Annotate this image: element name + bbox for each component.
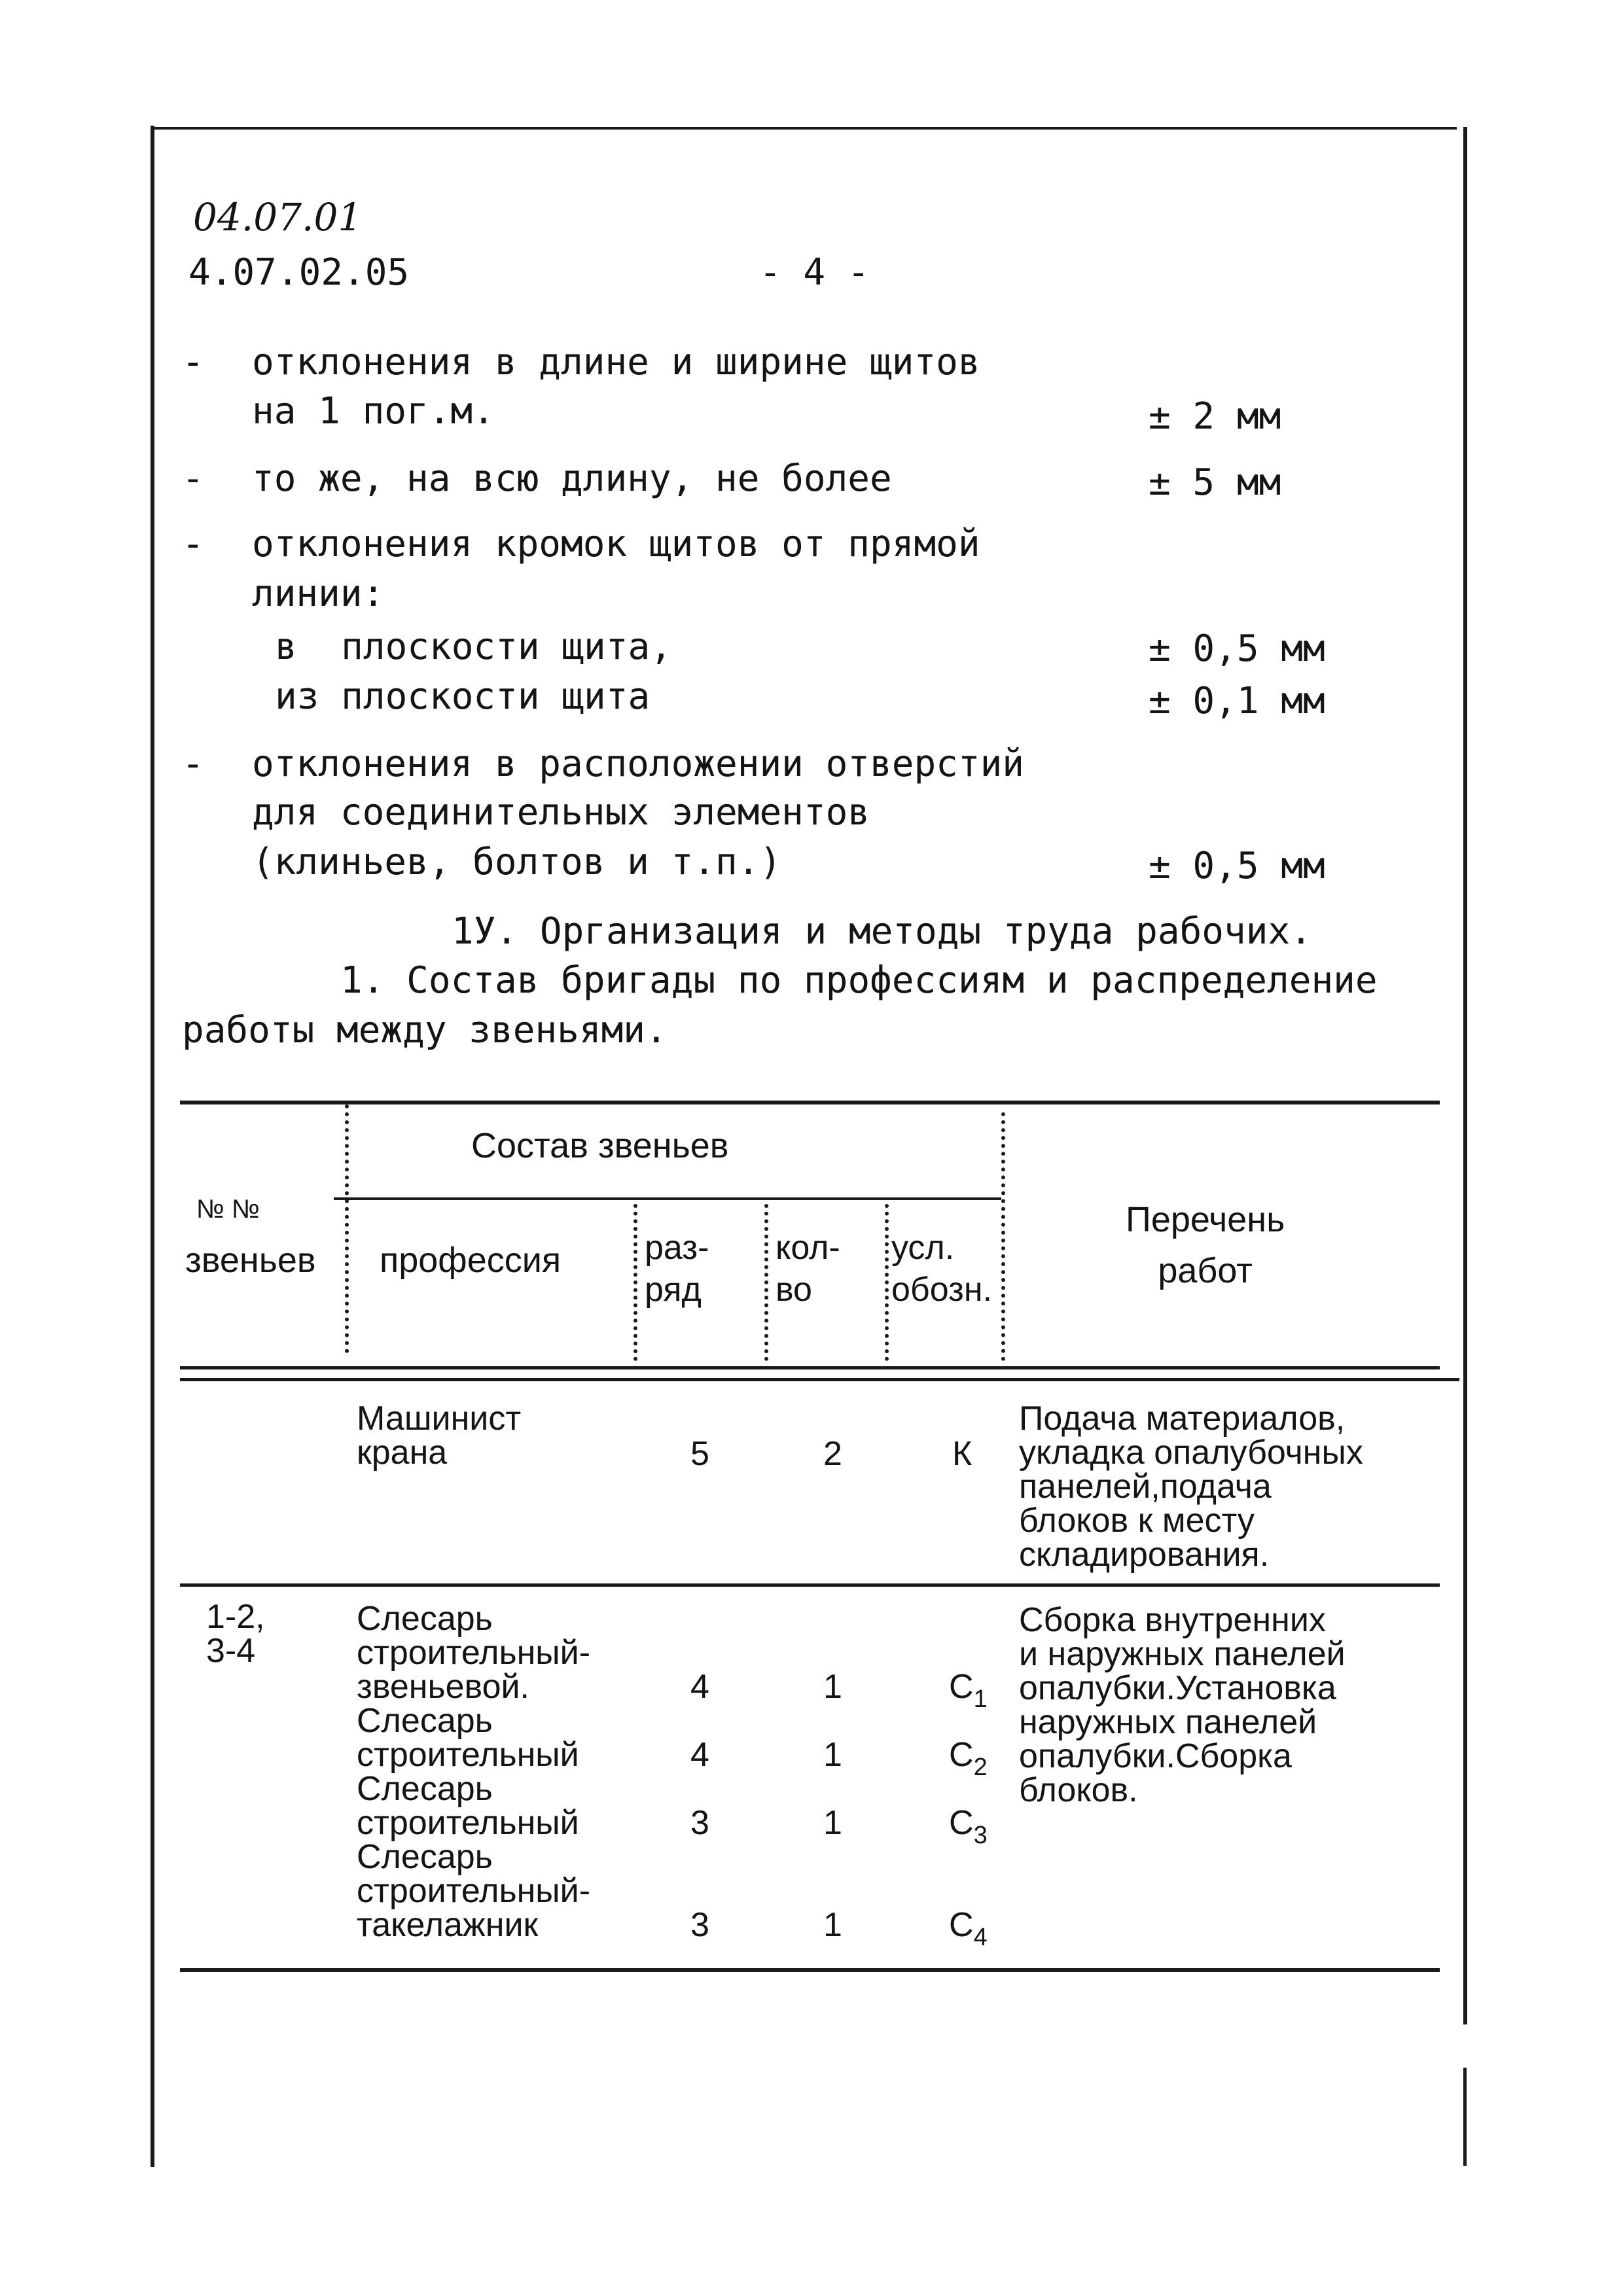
symbol-index: 1 — [973, 1686, 988, 1713]
table-top-rule — [180, 1101, 1440, 1104]
header-grade: раз- ряд — [645, 1229, 709, 1309]
table-bottom-rule — [180, 1968, 1440, 1972]
tolerance-value: ± 0,1 мм — [1149, 680, 1325, 722]
cell-profession: Слесарь строительный- такелажник — [357, 1838, 591, 1944]
tolerance-value: ± 0,5 мм — [1149, 627, 1325, 670]
cell-profession: Слесарь строительный — [357, 1770, 579, 1842]
header-symbol: усл. обозн. — [891, 1229, 993, 1309]
cell-symbol — [949, 1806, 988, 1852]
paragraph-line: работы между звеньями. — [182, 1009, 668, 1051]
list-item-text: то же, на всю длину, не более — [252, 457, 892, 500]
tolerance-value: ± 0,5 мм — [1149, 845, 1325, 887]
symbol-letter: С — [949, 1736, 974, 1774]
row-separator — [180, 1583, 1440, 1587]
tolerance-value: ± 2 мм — [1149, 395, 1281, 438]
cell-symbol — [949, 1738, 988, 1784]
column-divider — [764, 1204, 768, 1361]
cell-grade: 4 — [690, 1736, 709, 1774]
page-frame-right-lower — [1463, 2068, 1467, 2166]
list-item-text: в плоскости щита, — [275, 626, 672, 668]
symbol-letter: С — [949, 1668, 974, 1706]
cell-symbol — [949, 1670, 988, 1716]
cell-count: 2 — [823, 1435, 842, 1473]
header-links: звеньев — [185, 1241, 316, 1280]
symbol-index: 3 — [973, 1822, 988, 1849]
list-item-text: (клиньев, болтов и т.п.) — [252, 841, 782, 883]
cell-count: 1 — [823, 1906, 842, 1944]
cell-symbol — [949, 1908, 988, 1954]
page-number: - 4 - — [759, 251, 870, 294]
cell-links: 1-2, 3-4 — [206, 1598, 265, 1670]
list-item-text: для соединительных элементов — [252, 791, 870, 834]
list-item-text: из плоскости щита — [275, 675, 651, 718]
cell-count: 1 — [823, 1804, 842, 1842]
list-dash: - — [182, 523, 204, 565]
column-divider — [885, 1204, 889, 1361]
page-frame-top — [154, 127, 1457, 130]
header-count: кол- во — [776, 1229, 840, 1309]
cell-profession: Слесарь строительный- звеньевой. — [357, 1600, 591, 1706]
list-dash: - — [182, 341, 204, 383]
symbol-index: 2 — [973, 1754, 988, 1781]
cell-grade: 3 — [690, 1804, 709, 1842]
cell-count: 1 — [823, 1736, 842, 1774]
cell-profession: Слесарь строительный — [357, 1702, 579, 1774]
list-dash: - — [182, 743, 204, 785]
header-group-title: Состав звеньев — [471, 1126, 729, 1165]
cell-grade: 5 — [690, 1435, 709, 1473]
cell-symbol: К — [952, 1435, 972, 1473]
column-divider — [633, 1204, 637, 1361]
page-frame-left — [151, 126, 154, 2167]
header-bottom-rule — [180, 1366, 1440, 1369]
paragraph-line: 1. Состав бригады по профессиям и распределение — [340, 959, 1378, 1002]
document-code: 4.07.02.05 — [188, 251, 410, 294]
cell-grade: 4 — [690, 1668, 709, 1706]
symbol-index: 4 — [973, 1924, 988, 1951]
list-dash: - — [182, 457, 204, 500]
page-frame-right — [1463, 127, 1467, 2024]
header-number: № № — [196, 1195, 260, 1224]
header-bottom-rule-double — [180, 1378, 1459, 1381]
list-item-text: отклонения в длине и ширине щитов — [252, 341, 980, 383]
list-item-text: линии: — [252, 573, 385, 615]
cell-count: 1 — [823, 1668, 842, 1706]
cell-works: Сборка внутренних и наружных панелей опалубки.Установка наружных панелей опалубки.Сборка блоков. — [1019, 1601, 1346, 1809]
column-divider — [345, 1104, 349, 1353]
header-works: Перечень работ — [1126, 1200, 1285, 1290]
list-item-text: отклонения в расположении отверстий — [252, 743, 1025, 785]
cell-works: Подача материалов, укладка опалубочных панелей,подача блоков к месту складирования. — [1019, 1400, 1363, 1574]
cell-profession: Машинист крана — [357, 1400, 522, 1472]
header-profession: профессия — [380, 1241, 562, 1280]
header-group-rule — [334, 1197, 1001, 1200]
tolerance-value: ± 5 мм — [1149, 461, 1281, 504]
symbol-letter: С — [949, 1804, 974, 1842]
column-divider — [1001, 1112, 1005, 1361]
list-item-text: отклонения кромок щитов от прямой — [252, 523, 980, 565]
section-title: 1У. Организация и методы труда рабочих. — [452, 910, 1312, 953]
symbol-letter: С — [949, 1906, 974, 1944]
list-item-text: на 1 пог.м. — [252, 390, 495, 433]
cell-grade: 3 — [690, 1906, 709, 1944]
handwritten-code: 04.07.01 — [193, 195, 363, 239]
